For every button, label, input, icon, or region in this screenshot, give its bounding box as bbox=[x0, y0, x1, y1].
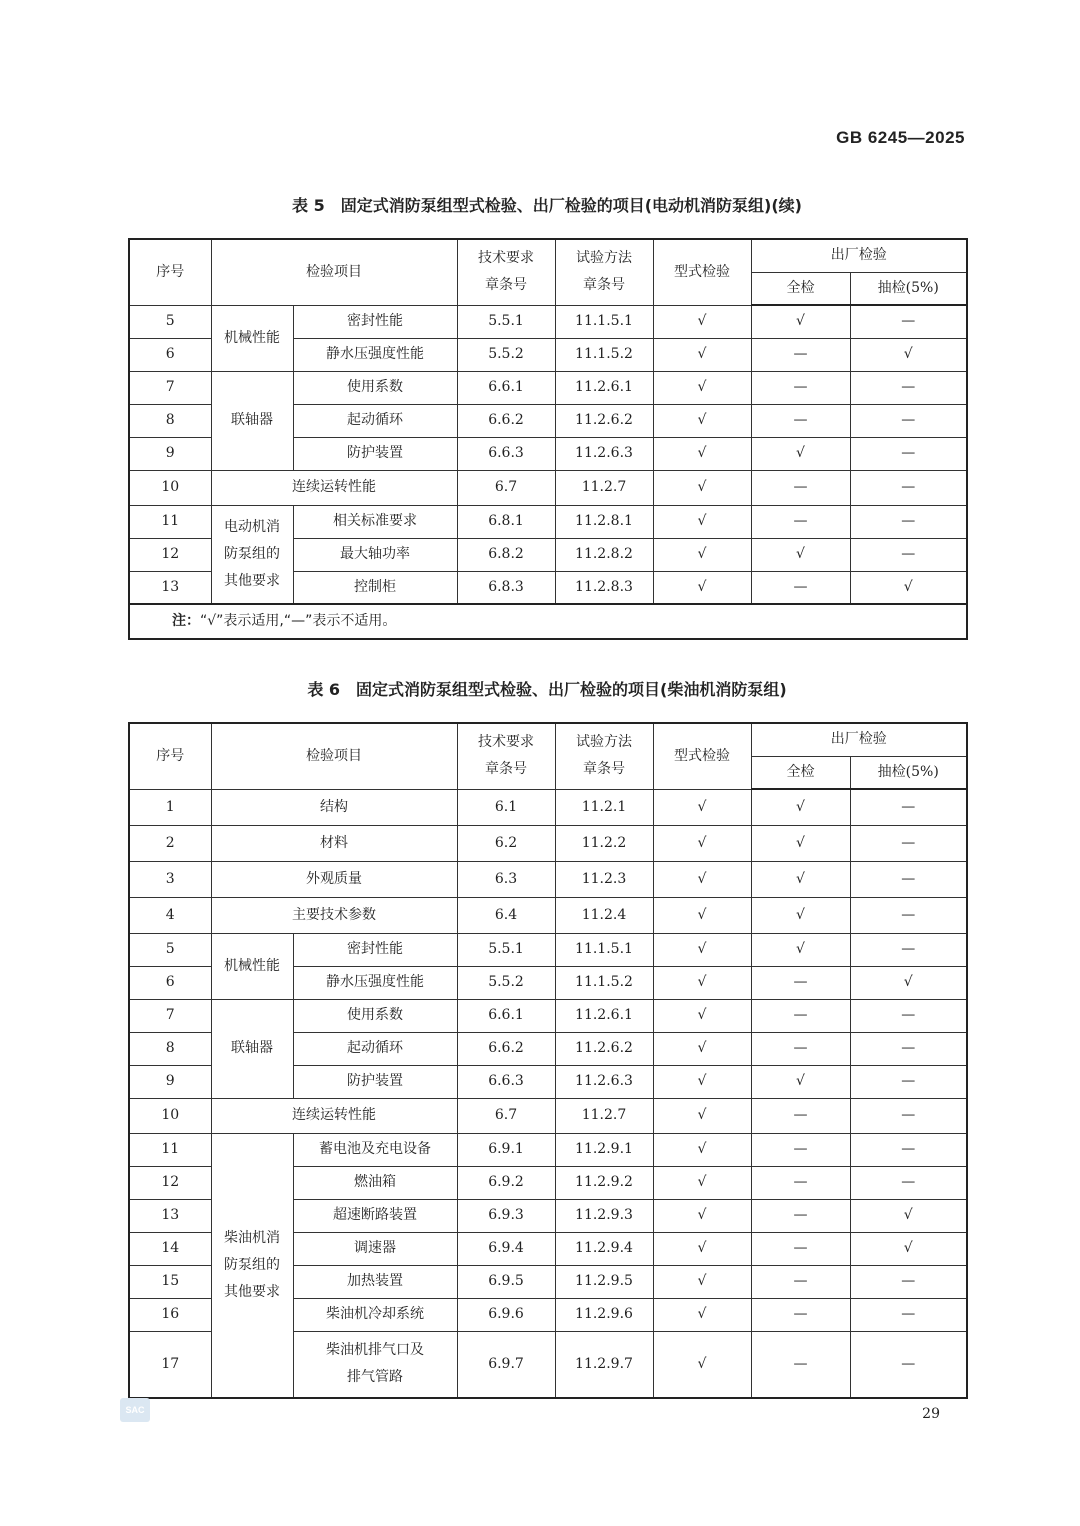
header-seq: 序号 bbox=[129, 723, 211, 789]
header-factory: 出厂检验 bbox=[751, 723, 967, 756]
table-row: 6 静水压强度性能 5.5.2 11.1.5.2 √ — √ bbox=[129, 966, 967, 999]
table-row: 2 材料 6.2 11.2.2 √ √ — bbox=[129, 825, 967, 861]
header-factory: 出厂检验 bbox=[751, 239, 967, 272]
group-label: 联轴器 bbox=[211, 999, 293, 1098]
header-tech: 技术要求 章条号 bbox=[457, 239, 555, 305]
header-sample: 抽检(5%) bbox=[850, 756, 967, 789]
table-row: 14 调速器 6.9.4 11.2.9.4 √ — √ bbox=[129, 1232, 967, 1265]
table-row: 11 柴油机消 防泵组的 其他要求 蓄电池及充电设备 6.9.1 11.2.9.1 √ — — bbox=[129, 1133, 967, 1166]
group-label: 柴油机消 防泵组的 其他要求 bbox=[211, 1133, 293, 1398]
header-sample: 抽检(5%) bbox=[850, 272, 967, 305]
group-label: 联轴器 bbox=[211, 371, 293, 470]
table5 bbox=[128, 238, 968, 640]
table-row: 13 超速断路装置 6.9.3 11.2.9.3 √ — √ bbox=[129, 1199, 967, 1232]
group-label: 连续运转性能 bbox=[211, 1098, 457, 1133]
group-label: 机械性能 bbox=[211, 933, 293, 999]
table-row: 16 柴油机冷却系统 6.9.6 11.2.9.6 √ — — bbox=[129, 1298, 967, 1331]
table-row: 4 主要技术参数 6.4 11.2.4 √ √ — bbox=[129, 897, 967, 933]
page-number: 29 bbox=[922, 1406, 940, 1422]
table-row: 6 静水压强度性能 5.5.2 11.1.5.2 √ — √ bbox=[129, 338, 967, 371]
header-item: 检验项目 bbox=[211, 723, 457, 789]
header-type: 型式检验 bbox=[653, 239, 751, 305]
standard-number: GB 6245—2025 bbox=[836, 128, 965, 147]
table6-caption: 表 6 固定式消防泵组型式检验、出厂检验的项目(柴油机消防泵组) bbox=[307, 680, 787, 699]
header-full: 全检 bbox=[751, 272, 850, 305]
table-note: 注：“√”表示适用,“—”表示不适用。 bbox=[129, 604, 967, 639]
header-full: 全检 bbox=[751, 756, 850, 789]
header-item: 检验项目 bbox=[211, 239, 457, 305]
table-row: 9 防护装置 6.6.3 11.2.6.3 √ √ — bbox=[129, 1065, 967, 1098]
table-row: 5 机械性能 密封性能 5.5.1 11.1.5.1 √ √ — bbox=[129, 305, 967, 338]
table-row: 10 连续运转性能 6.7 11.2.7 √ — — bbox=[129, 470, 967, 505]
table-row: 17 柴油机排气口及 排气管路 6.9.7 11.2.9.7 √ — — bbox=[129, 1331, 967, 1398]
sac-logo: SAC bbox=[120, 1398, 150, 1422]
header-seq: 序号 bbox=[129, 239, 211, 305]
header-method: 试验方法 章条号 bbox=[555, 239, 653, 305]
group-label: 电动机消 防泵组的 其他要求 bbox=[211, 505, 293, 604]
table-row: 5 机械性能 密封性能 5.5.1 11.1.5.1 √ √ — bbox=[129, 933, 967, 966]
table5-caption: 表 5 固定式消防泵组型式检验、出厂检验的项目(电动机消防泵组)(续) bbox=[292, 196, 802, 215]
table-row: 12 燃油箱 6.9.2 11.2.9.2 √ — — bbox=[129, 1166, 967, 1199]
table-row: 10 连续运转性能 6.7 11.2.7 √ — — bbox=[129, 1098, 967, 1133]
table-row: 15 加热装置 6.9.5 11.2.9.5 √ — — bbox=[129, 1265, 967, 1298]
table6 bbox=[128, 722, 968, 1399]
table-row: 8 起动循环 6.6.2 11.2.6.2 √ — — bbox=[129, 1032, 967, 1065]
group-label: 机械性能 bbox=[211, 305, 293, 371]
group-label: 连续运转性能 bbox=[211, 470, 457, 505]
header-type: 型式检验 bbox=[653, 723, 751, 789]
table-note-row bbox=[129, 604, 967, 639]
table-row: 13 控制柜 6.8.3 11.2.8.3 √ — √ bbox=[129, 571, 967, 604]
header-method: 试验方法 章条号 bbox=[555, 723, 653, 789]
table-row: 7 联轴器 使用系数 6.6.1 11.2.6.1 √ — — bbox=[129, 999, 967, 1032]
table-row: 7 联轴器 使用系数 6.6.1 11.2.6.1 √ — — bbox=[129, 371, 967, 404]
table-row: 12 最大轴功率 6.8.2 11.2.8.2 √ √ — bbox=[129, 538, 967, 571]
table-row: 9 防护装置 6.6.3 11.2.6.3 √ √ — bbox=[129, 437, 967, 470]
table-row: 3 外观质量 6.3 11.2.3 √ √ — bbox=[129, 861, 967, 897]
header-tech: 技术要求 章条号 bbox=[457, 723, 555, 789]
table-row: 8 起动循环 6.6.2 11.2.6.2 √ — — bbox=[129, 404, 967, 437]
table-row: 1 结构 6.1 11.2.1 √ √ — bbox=[129, 789, 967, 825]
table-row: 11 电动机消 防泵组的 其他要求 相关标准要求 6.8.1 11.2.8.1 √ — — bbox=[129, 505, 967, 538]
